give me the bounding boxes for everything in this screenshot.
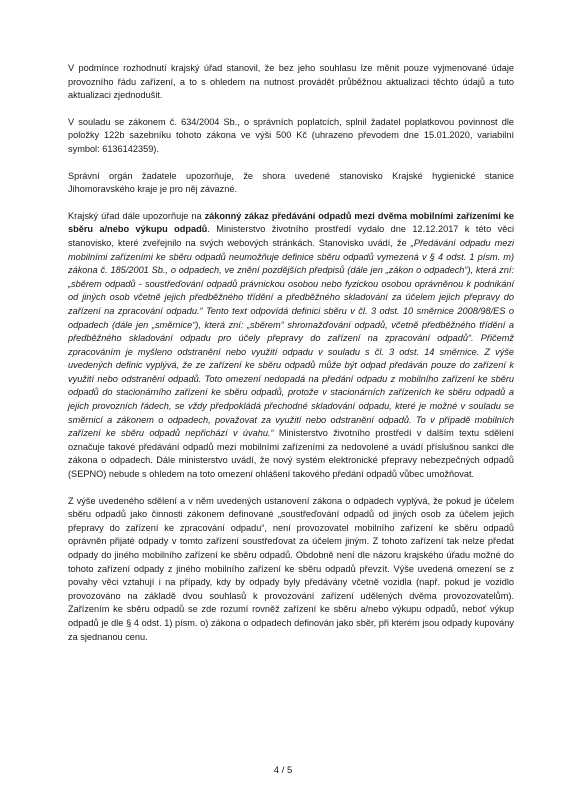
paragraph-fee: V souladu se zákonem č. 634/2004 Sb., o správních poplatcích, splnil žadatel poplatkovou povinnost dle položky 122b sazebníku tohoto zákona ve výši 500 Kč (uhrazeno převodem dne 15.01.2020, variabilní symbol: 6136142359). — [68, 116, 514, 154]
statement-conclusion: Ministerstvo životního prostředí v dalším textu sdělení označuje takové předávání odpadů mezi mobilními zařízeními za nedovolené a uvádí příslušnou sankci dle zákona o odpadech. Dále ministerstvo uvádí, že nový systém elektronické přepravy nebezpečných odpadů (SEPNO) nebude s ohledem na toto omezení ohlášení takového předání odpadů vůbec umožňovat. — [68, 428, 514, 480]
page-number: 4 / 5 — [273, 765, 293, 776]
paragraph-binding-opinion: Správní orgán žadatele upozorňuje, že shora uvedené stanovisko Krajské hygienické stanice Jihomoravského kraje je pro něj závazné. — [68, 170, 514, 195]
statement-intro: Krajský úřad dále upozorňuje na — [68, 210, 205, 221]
statement-prohibition: zákonný zákaz předávání odpadů mezi dvěma mobilními zařízeními ke sběru a/nebo výkupu odpadů — [68, 210, 514, 235]
paragraph-ministry-statement — [68, 210, 514, 482]
statement-context: . Ministerstvo životního prostředí vydalo dne 12.12.2017 k této věci stanovisko, které zveřejnilo na svých webových stránkách. Stanovisko uvádí, že — [68, 224, 514, 248]
paragraph-implications: Z výše uvedeného sdělení a v něm uvedených ustanovení zákona o odpadech vyplývá, že pokud je účelem sběru odpadů jako činnosti zákonem definované „soustřeďování odpadů od jiných osob za účelem jejich přepravy do zařízení ke zpracování odpadu“, není provozovatel mobilního zařízení ke sběru odpadů oprávněn přijaté odpady v tomto zařízení soustřeďovat za účelem jiným. Z tohoto zařízení tak nelze předat odpady do jiného mobilního zařízení ke sběru odpadů. Obdobně není dle názoru krajského úřadu možné do tohoto zařízení odpady z jiného mobilního zařízení ke sběru odpadů převzít. Výše uvedená omezení se z povahy věci vztahují i na případy, kdy by odpady byly předávány včetně vozidla (např. pokud je vozidlo provozováno na základě dvou souhlasů k provozování zařízení udělených dvěma provozovatelům). Zařízením ke sběru odpadů se zde rozumí rovněž zařízení ke sběru a/nebo výkupu odpadů, neboť výkup odpadů je dle § 4 odst. 1) písm. o) zákona o odpadech definován jako sběr, při kterém jsou odpady kupovány za sjednanou cenu. — [68, 495, 514, 642]
paragraph-condition: V podmínce rozhodnutí krajský úřad stanovil, že bez jeho souhlasu lze měnit pouze vyjmenované údaje provozního řádu zařízení, a to s ohledem na nutnost provádět průběžnou aktualizaci těchto údajů a tuto aktualizaci zjednodušit. — [68, 63, 514, 101]
statement-quote: „Předávání odpadu mezi mobilními zařízeními ke sběru odpadů neumožňuje definice sběru odpadů vymezená v § 4 odst. 1 písm. m) zákona č. 185/2001 Sb., o odpadech, ve znění pozdějších předpisů (dále jen „zákon o odpadech“), která zní: „sběrem odpadů - soustřeďování odpadů právnickou osobou nebo fyzickou osobou oprávněnou k podnikání od jiných osob včetně jejich předběžného třídění a předběžného skladování za účelem jejich přepravy do zařízení na zpracování odpadu.“ Tento text odpovídá definici sběru v čl. 3 odst. 10 směrnice 2008/98/ES o odpadech (dále jen „směrnice“), která zní: „sběrem“ shromažďování odpadů, včetně předběžného třídění a předběžného skladování odpadu pro účely přepravy do zařízení na zpracování odpadů“. Přičemž zpracováním je myšleno odstranění nebo využití odpadu v souladu s čl. 3 odst. 14 směrnice. Z výše uvedených definic vyplývá, že ze zařízení ke sběru odpadů může být odpad předáván pouze do zařízení k využití nebo odstranění odpadů. Toto omezení nedopadá na předání odpadu z mobilního zařízení ke sběru odpadů do stacionárního zařízení ke sběru odpadů, protože v stacionárních zařízeních ke sběru odpadů a jejich provozních řádech, se vždy předpokládá přechodné skladování odpadu, které je možné v souladu se směrnicí a zákonem o odpadech, považovat za využití nebo odstranění odpadů. To v případě mobilních zařízení ke sběru odpadů nepřichází v úvahu.“ — [68, 237, 514, 439]
